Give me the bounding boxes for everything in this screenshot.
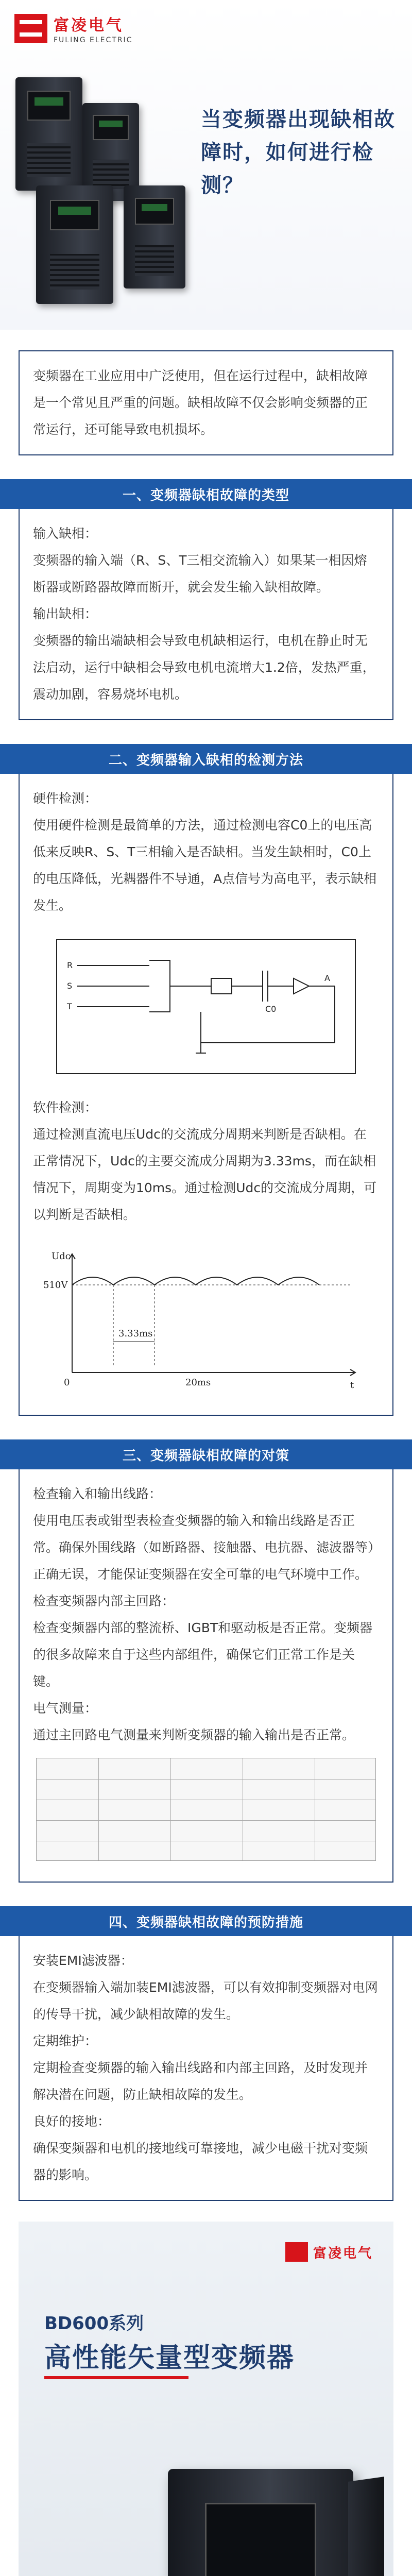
paragraph: 确保变频器和电机的接地线可靠接地，减少电磁干扰对变频器的影响。	[33, 2141, 368, 2182]
paragraph: 在变频器输入端加装EMI滤波器，可以有效抑制变频器对电网的传导干扰，减少缺相故障的发生。	[33, 1980, 378, 2022]
paragraph: 变频器的输入端（R、S、T三相交流输入）如果某一相因熔断器或断路器故障而断开，就会发生输入缺相故障。	[33, 553, 367, 595]
waveform-origin-label: 0	[64, 1377, 70, 1388]
paragraph: 输入缺相：	[33, 526, 98, 541]
paragraph: 通过检测直流电压Udc的交流成分周期来判断是否缺相。在正常情况下，Udc的主要交流成分周期为3.33ms，而在缺相情况下，周期变为10ms。通过检测Udc的交流成分周期，可以判断是否缺相。	[33, 1127, 377, 1222]
udc-waveform-diagram	[41, 1239, 371, 1393]
inverter-image	[15, 77, 82, 191]
paragraph: 定期检查变频器的输入输出线路和内部主回路，及时发现并解决潜在问题，防止缺相故障的发生。	[33, 2060, 368, 2102]
svg-text:S: S	[67, 981, 73, 991]
header-banner	[0, 0, 412, 330]
paragraph: 硬件检测：	[33, 791, 98, 806]
brand	[14, 12, 132, 44]
waveform-x-label-20ms: 20ms	[185, 1377, 211, 1388]
section-body	[19, 1469, 393, 1883]
waveform-level-label: 510V	[43, 1280, 68, 1291]
ad-title: 高性能矢量型变频器	[44, 2343, 295, 2374]
paragraph: 通过主回路电气测量来判断变频器的输入输出是否正常。	[33, 1727, 355, 1742]
svg-text:R: R	[67, 960, 73, 970]
inverter-products-image	[5, 57, 201, 314]
paragraph: 电气测量：	[33, 1701, 98, 1716]
section-body	[19, 774, 393, 1416]
paragraph: 使用电压表或钳型表检查变频器的输入和输出线路是否正常。确保外围线路（如断路器、接触器、电抗器、滤波器等）正确无误，才能保证变频器在安全可靠的电气环境中工作。	[33, 1513, 374, 1582]
section-body	[19, 1936, 393, 2201]
section-heading: 一、变频器缺相故障的类型	[0, 479, 412, 509]
fuling-logo-icon	[285, 2242, 308, 2262]
ad-divider	[44, 2376, 188, 2379]
svg-text:T: T	[67, 1002, 72, 1011]
section-body	[19, 509, 393, 720]
paragraph: 检查输入和输出线路：	[33, 1486, 162, 1501]
intro-text: 变频器在工业应用中广泛使用，但在运行过程中，缺相故障是一个常见且严重的问题。缺相故障不仅会影响变频器的正常运行，还可能导致电机损坏。	[33, 368, 368, 437]
section-heading: 三、变频器缺相故障的对策	[0, 1439, 412, 1469]
svg-text:C0: C0	[265, 1004, 277, 1014]
waveform-period-label: 3.33ms	[118, 1328, 153, 1339]
brand-name: 富凌电气	[54, 16, 124, 35]
brand-name-en: FULING ELECTRIC	[54, 36, 133, 44]
fuling-logo-icon	[14, 14, 47, 43]
inverter-product-image	[168, 2469, 353, 2576]
paragraph: 定期维护：	[33, 2033, 98, 2048]
section-heading: 二、变频器输入缺相的检测方法	[0, 744, 412, 774]
paragraph: 安装EMI滤波器：	[33, 1953, 133, 1968]
waveform-x-label-t: t	[350, 1380, 354, 1391]
paragraph: 输出缺相：	[33, 606, 98, 621]
page-title: 当变频器出现缺相故障时，如何进行检测？	[201, 108, 396, 197]
ad-series: BD600系列	[44, 2313, 144, 2334]
section-heading: 四、变频器缺相故障的预防措施	[0, 1906, 412, 1936]
intro-box	[19, 350, 393, 455]
paragraph: 软件检测：	[33, 1100, 98, 1115]
product-ad-banner[interactable]	[19, 2222, 393, 2576]
svg-text:A: A	[324, 973, 330, 983]
fault-table-image	[36, 1758, 376, 1861]
title-box	[201, 103, 397, 202]
waveform-y-label: Udc	[52, 1251, 71, 1262]
paragraph: 检查变频器内部主回路：	[33, 1594, 175, 1608]
inverter-image	[36, 185, 113, 304]
paragraph: 使用硬件检测是最简单的方法，通过检测电容C0上的电压高低来反映R、S、T三相输入是否缺相。当发生缺相时，C0上的电压降低，光耦器件不导通，A点信号为高电平，表示缺相发生。	[33, 818, 377, 913]
paragraph: 良好的接地：	[33, 2114, 111, 2129]
input-phase-detection-circuit	[46, 929, 366, 1084]
paragraph: 检查变频器内部的整流桥、IGBT和驱动板是否正常。变频器的很多故障来自于这些内部组件，确保它们正常工作是关键。	[33, 1620, 373, 1689]
inverter-image	[124, 185, 185, 289]
ad-brand-name: 富凌电气	[313, 2245, 373, 2261]
paragraph: 变频器的输出端缺相会导致电机缺相运行，电机在静止时无法启动，运行中缺相会导致电机电流增大1.2倍，发热严重，震动加剧，容易烧坏电机。	[33, 633, 375, 702]
